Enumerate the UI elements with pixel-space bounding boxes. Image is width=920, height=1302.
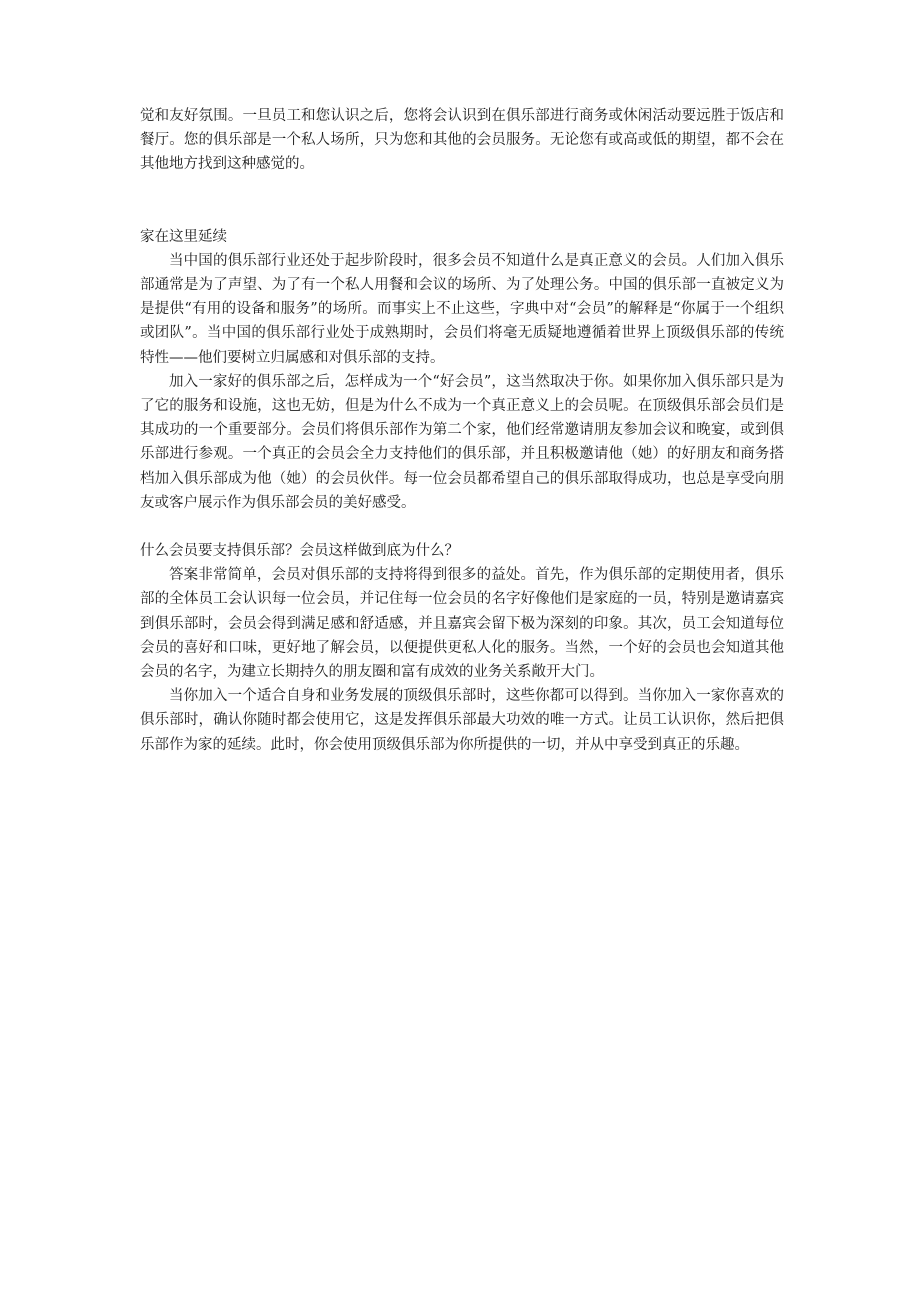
section-2-paragraph-1: 答案非常简单，会员对俱乐部的支持将得到很多的益处。首先，作为俱乐部的定期使用者，俱乐部的全体员工会认识每一位会员，并记住每一位会员的名字好像他们是家庭的一员，特别是邀请嘉宾到俱乐部时，会员会得到满足感和舒适感，并且嘉宾会留下极为深刻的印象。其次，员工会知道每位会员的喜好和口味，更好地了解会员，以便提供更私人化的服务。当然，一个好的会员也会知道其他会员的名字，为建立长期持久的朋友圈和富有成效的业务关系敞开大门。 bbox=[140, 567, 784, 681]
section-1-paragraph-1: 当中国的俱乐部行业还处于起步阶段时，很多会员不知道什么是真正意义的会员。人们加入俱乐部通常是为了声望、为了有一个私人用餐和会议的场所、为了处理公务。中国的俱乐部一直被定义为是提供“有用的设备和服务”的场所。而事实上不止这些，字典中对“会员”的解释是“你属于一个组织或团队”。当中国的俱乐部行业处于成熟期时，会员们将毫无质疑地遵循着世界上顶级俱乐部的传统特性——他们要树立归属感和对俱乐部的支持。 bbox=[140, 252, 784, 366]
intro-paragraph: 觉和友好氛围。一旦员工和您认识之后，您将会认识到在俱乐部进行商务或休闲活动要远胜于饭店和餐厅。您的俱乐部是一个私人场所，只为您和其他的会员服务。无论您有或高或低的期望，都不会在其他地方找到这种感觉的。 bbox=[140, 108, 784, 173]
section-2-paragraph-2: 当你加入一个适合自身和业务发展的顶级俱乐部时，这些你都可以得到。当你加入一家你喜欢的俱乐部时，确认你随时都会使用它，这是发挥俱乐部最大功效的唯一方式。让员工认识你，然后把俱乐部作为家的延续。此时，你会使用顶级俱乐部为你所提供的一切，并从中享受到真正的乐趣。 bbox=[140, 688, 784, 753]
spacer bbox=[140, 177, 784, 225]
section-heading-why-support: 什么会员要支持俱乐部？会员这样做到底为什么？ bbox=[140, 543, 459, 560]
spacer bbox=[140, 515, 784, 539]
section-1-paragraph-2: 加入一家好的俱乐部之后，怎样成为一个“好会员”，这当然取决于你。如果你加入俱乐部只是为了它的服务和设施，这也无妨，但是为什么不成为一个真正意义上的会员呢。在顶级俱乐部会员们是其成功的一个重要部分。会员们将俱乐部作为第二个家，他们经常邀请朋友参加会议和晚宴，或到俱乐部进行参观。一个真正的会员会全力支持他们的俱乐部，并且积极邀请他（她）的好朋友和商务搭档加入俱乐部成为他（她）的会员伙伴。每一位会员都希望自己的俱乐部取得成功，也总是享受向朋友或客户展示作为俱乐部会员的美好感受。 bbox=[140, 373, 784, 511]
section-heading-home-extension: 家在这里延续 bbox=[140, 228, 227, 245]
document-page bbox=[140, 104, 784, 757]
